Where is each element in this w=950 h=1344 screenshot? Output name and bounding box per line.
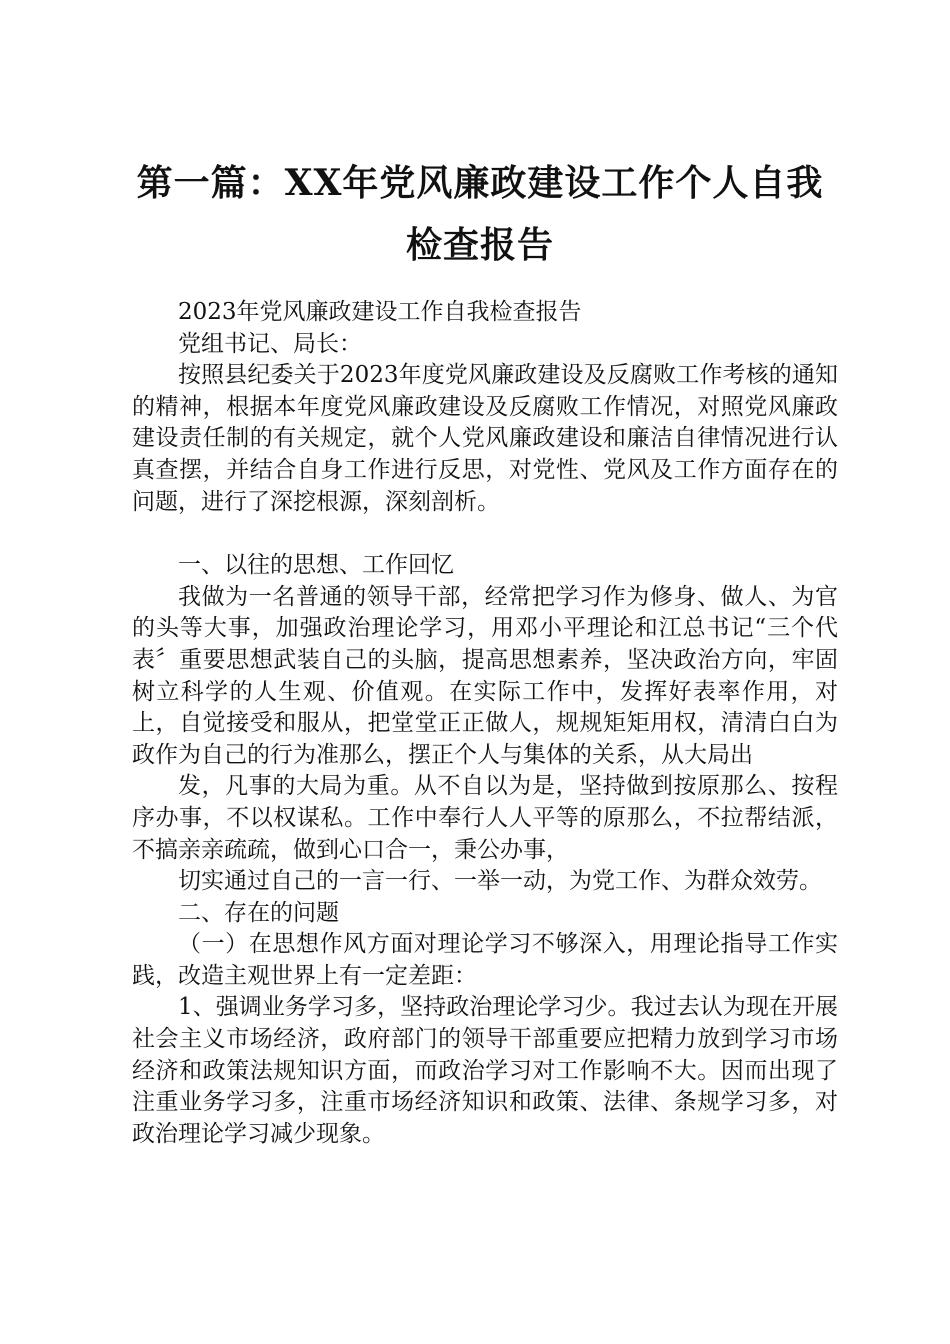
salutation: 党组书记、局长： <box>178 330 362 357</box>
body-paragraph: 1、强调业务学习多，坚持政治理论学习少。我过去认为现在开展社会主义市场经济，政府部门的领导干部重要应把精力放到学习市场经济和政策法规知识方面，而政治学习对工作影响不大。因而出现了注重业务学习多，注重市场经济知识和政策、法律、条规学习多，对政治理论学习减少现象。 <box>132 994 838 1147</box>
body-paragraph: 发，凡事的大局为重。从不自以为是，坚持做到按原那么、按程序办事，不以权谋私。工作中奉行人人平等的原那么，不拉帮结派，不搞亲亲疏疏，做到心口合一，秉公办事， <box>132 773 838 863</box>
section-heading-1: 一、以往的思想、工作回忆 <box>178 552 454 579</box>
document-title: 第一篇：XX年党风廉政建设工作个人自我检查报告 <box>136 162 824 266</box>
body-paragraph: 我做为一名普通的领导干部，经常把学习作为修身、做人、为官的头等大事，加强政治理论学习，用邓小平理论和江总书记“三个代表〞重要思想武装自己的头脑，提高思想素养，坚决政治方向，牢固树立科学的人生观、价值观。在实际工作中，发挥好表率作用，对上，自觉接受和服从，把堂堂正正做人，规规矩矩用权，清清白白为政作为自己的行为准那么，摆正个人与集体的关系，从大局出 <box>132 583 838 768</box>
section-heading-2: 二、存在的问题 <box>178 899 339 926</box>
report-subtitle: 2023年党风廉政建设工作自我检查报告 <box>178 299 582 325</box>
document-body <box>132 297 838 1150</box>
subsection-heading: （一）在思想作风方面对理论学习不够深入，用理论指导工作实践，改造主观世界上有一定差距： <box>132 931 838 989</box>
intro-paragraph: 按照县纪委关于2023年度党风廉政建设及反腐败工作考核的通知的精神，根据本年度党风廉政建设及反腐败工作情况，对照党风廉政建设责任制的有关规定，就个人党风廉政建设和廉洁自律情况进行认真查摆，并结合自身工作进行反思，对党性、党风及工作方面存在的问题，进行了深挖根源，深刻剖析。 <box>132 362 838 515</box>
body-paragraph: 切实通过自己的一言一行、一举一动，为党工作、为群众效劳。 <box>178 868 822 895</box>
